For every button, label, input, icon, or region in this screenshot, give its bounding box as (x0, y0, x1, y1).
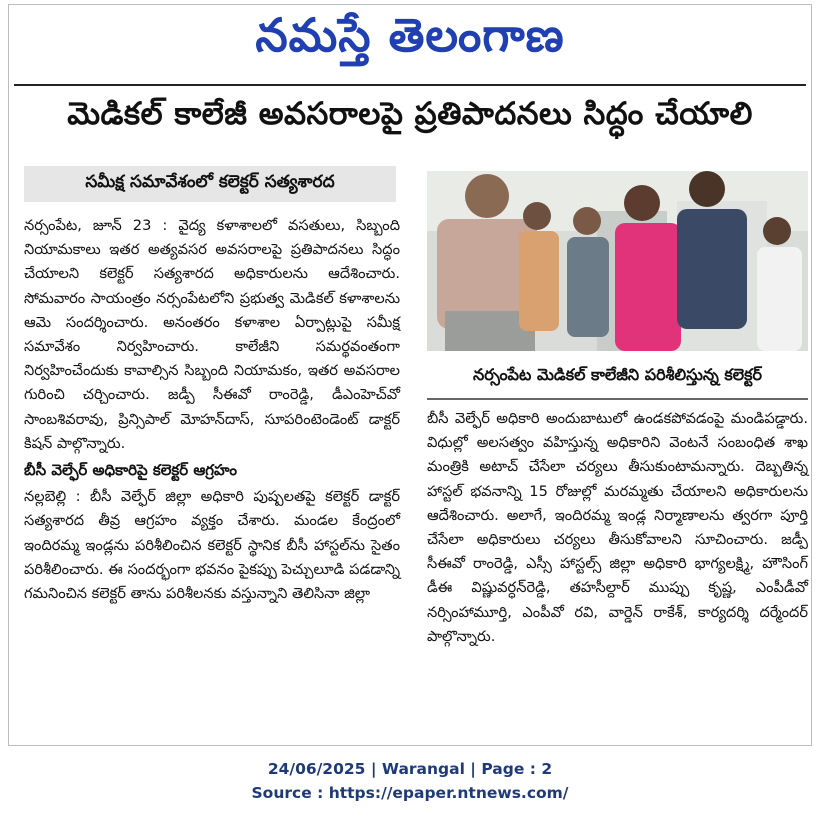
section-kicker: బీసీ వెల్ఫేర్ అధికారిపై కలెక్టర్ ఆగ్రహం (24, 461, 237, 480)
article-paragraph-2: నల్లబెల్లి : బీసీ వెల్ఫేర్ జిల్లా అధికారి పుష్పలతపై కలెక్టర్ డాక్టర్ సత్యశారద తీవ్ర ఆగ్రహం వ్యక్తం చేశారు. మండల కేంద్రంలో ఇందిరమ్మ ఇండ్లను పరిశీలించిన కలెక్టర్ స్థానిక బీసీ హాస్టల్‌ను సైతం పరిశీలించారు. ఈ సందర్భంగా భవనం పైకప్పు పెచ్చులూడి పడడాన్ని గమనించిన కలెక్టర్ తాను పరిశీలనకు వస్తున్నాని తెలిసినా జిల్లా (24, 488, 400, 603)
masthead-rule (14, 84, 806, 86)
newspaper-masthead (0, 0, 820, 82)
article-paragraph-1: నర్సంపేట, జూన్ 23 : వైద్య కళాశాలలో వసతులు, సిబ్బంది నియామకాలు ఇతర అత్యవసర అవసరాలపై ప్రతిపాదనలు సిద్ధం చేయాలని కలెక్టర్ సత్యశారద అధికారులను ఆదేశించారు. సోమవారం సాయంత్రం నర్సంపేటలోని ప్రభుత్వ మెడికల్ కళాశాలను ఆమె సందర్శించారు. అనంతరం కళాశాల ఏర్పాట్లుపై సమీక్ష సమావేశం నిర్వహించారు. కాలేజీని సమర్థవంతంగా నిర్వహించేందుకు కావాల్సిన సిబ్బంది నియామకం, ఇతర అవసరాల గురించి చర్చించారు. జడ్పీ సీఈవో రాంరెడ్డి, డీఎంహెచ్‌వో సాంబశివరావు, ప్రిన్సిపాల్ మోహన్‌దాస్, సూపరింటెండెంట్ డాక్టర్ కిషన్ పాల్గొన్నారు. (24, 217, 400, 452)
article-subheadline (24, 166, 396, 202)
photo-illustration (427, 171, 808, 351)
article-headline: మెడికల్ కాలేజీ అవసరాలపై ప్రతిపాదనలు సిద్ధం చేయాలి (67, 96, 753, 132)
photo-caption-text: నర్సంపేట మెడికల్ కాలేజీని పరిశీలిస్తున్న కలెక్టర్ (473, 364, 762, 384)
left-column (24, 214, 400, 606)
footer-source-link[interactable]: Source : https://epaper.ntnews.com/ (251, 784, 569, 802)
subheadline-text: సమీక్ష సమావేశంలో కలెక్టర్ సత్యశారద (85, 172, 335, 192)
article-paragraph-3: బీసీ వెల్ఫేర్ అధికారి అందుబాటులో ఉండకపోవడంపై మండిపడ్డారు. విధుల్లో అలసత్వం వహిస్తున్న అధికారిని వెంటనే సంబంధిత శాఖ మంత్రికి అటాచ్ చేసేలా చర్యలు తీసుకుంటామన్నారు. దెబ్బతిన్న హాస్టల్ భవనాన్ని 15 రోజుల్లో మరమ్మతు చేయాలని అధికారులను ఆదేశించారు. అలాగే, ఇందిరమ్మ ఇండ్ల నిర్మాణాలను త్వరగా పూర్తి చేసేలా అధికారులు చర్యలు తీసుకోవాలని సూచించారు. జడ్పీ సీఈవో రాంరెడ్డి, ఎస్సీ హాస్టల్స్ జిల్లా అధికారి భాగ్యలక్ష్మి, హౌసింగ్ డీఈ విష్ణువర్ధన్‌రెడ్డి, తహసీల్దార్ ముప్పు కృష్ణ, ఎంపీడీవో నర్సింహామూర్తి, ఎంపీవో రవి, వార్డెన్ రాకేశ్, కార్యదర్శి దర్మేందర్ పాల్గొన్నారు. (427, 410, 808, 645)
page-footer (0, 757, 820, 805)
article-photo (427, 171, 808, 351)
photo-caption (427, 354, 808, 400)
masthead-title: నమస్తే తెలంగాణ (255, 8, 565, 62)
footer-date-edition: 24/06/2025 | Warangal | Page : 2 (267, 760, 553, 778)
right-column (427, 407, 808, 649)
